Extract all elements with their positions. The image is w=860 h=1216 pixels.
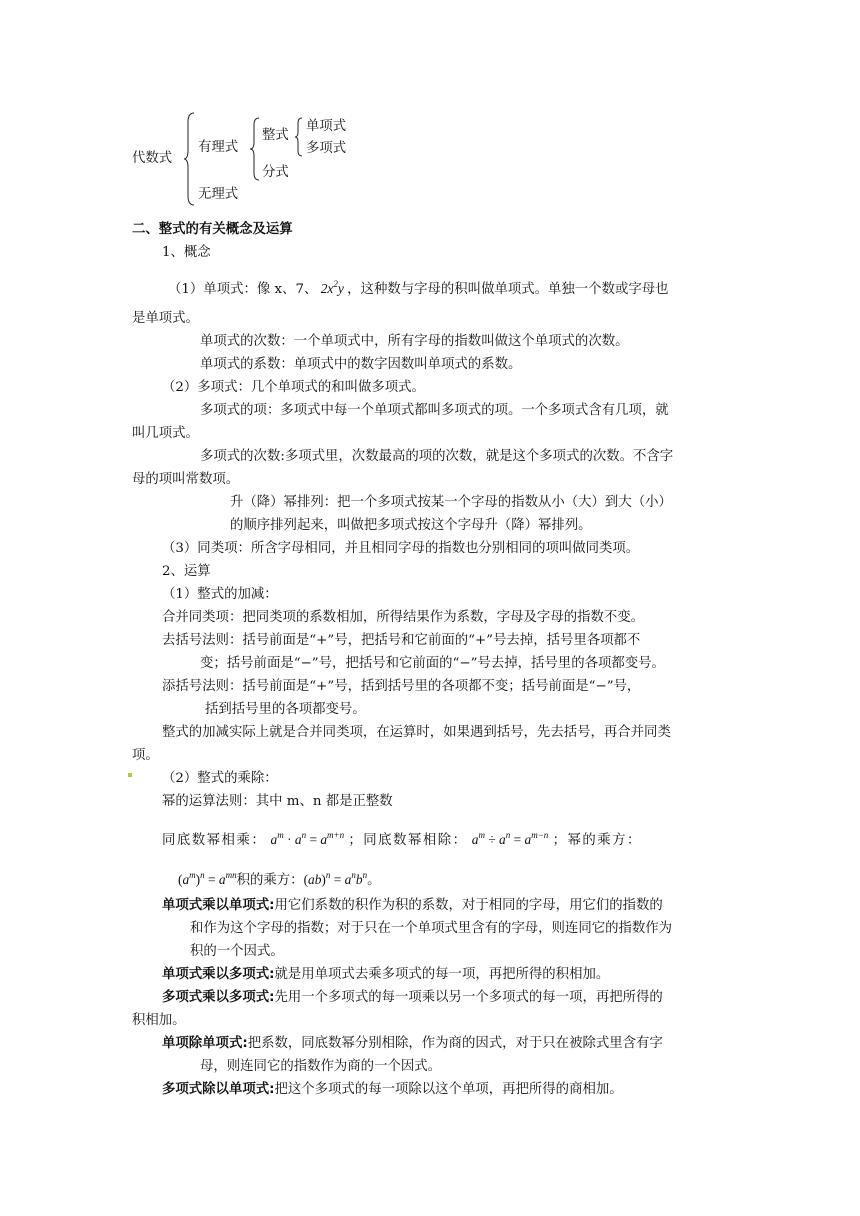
bullet-marker-icon	[128, 773, 132, 777]
power-rules-line1	[162, 826, 642, 850]
product-power-label: 积的乘方：	[236, 873, 304, 888]
combine-like-terms: 合并同类项：把同类项的系数相加，所得结果作为系数，字母及字母的指数不变。	[162, 610, 645, 625]
add-sub-heading: （1）整式的加减：	[162, 587, 278, 602]
tree-rational-label: 有理式	[198, 140, 239, 155]
add-sub-summary-line1: 整式的加减实际上就是合并同类项，在运算时，如果遇到括号，先去括号，再合并同类	[162, 725, 671, 740]
tree-integral-label: 整式	[262, 128, 289, 143]
mul-div-heading: （2）整式的乘除：	[162, 771, 278, 786]
monomial-suffix: ，这种数与字母的积叫做单项式。单独一个数或字母也	[347, 282, 669, 297]
formula-same-base-div: $a^m \div a^n = a^{m-n}$	[471, 830, 549, 847]
poly-times-poly-text: 先用一个多项式的每一项乘以另一个多项式的每一项，再把所得的	[274, 990, 663, 1005]
add-brackets-line2: 括到括号里的各项都变号。	[205, 702, 366, 717]
poly-times-poly-line1	[162, 989, 663, 1007]
monomial-prefix: （1）单项式：像 x、7、	[168, 282, 318, 297]
outer-brace-icon	[184, 112, 196, 206]
like-terms-definition: （3）同类项：所含字母相同，并且相同字母的指数也分别相同的项叫做同类项。	[162, 541, 640, 556]
remove-brackets-line2: 变；括号前面是“−”号，把括号和它前面的“−”号去掉，括号里的各项都变号。	[200, 656, 665, 671]
tree-monomial-label: 单项式	[306, 119, 347, 134]
polynomial-term-line1: 多项式的项：多项式中每一个单项式都叫多项式的项。一个多项式含有几项，就	[200, 403, 669, 418]
mono-times-mono-label: 单项式乘以单项式:	[162, 898, 275, 913]
tree-fractional-label: 分式	[262, 165, 289, 180]
monomial-definition	[168, 275, 669, 299]
mono-times-mono-line3: 积的一个因式。	[190, 944, 284, 959]
monomial-coefficient: 单项式的系数：单项式中的数字因数叫单项式的系数。	[200, 357, 522, 372]
operations-label: 2、运算	[162, 564, 211, 579]
same-base-div-label: ；同底数幂相除：	[348, 833, 468, 848]
monomial-definition-cont: 是单项式。	[132, 311, 199, 326]
formula-same-base-mul: $a^m \cdot a^n = a^{m+n}$	[270, 830, 345, 847]
power-order-line2: 的顺序排列起来，叫做把多项式按这个字母升（降）幂排列。	[230, 518, 592, 533]
poly-div-mono	[162, 1081, 623, 1099]
mono-div-label: 单项除单项式:	[162, 1036, 248, 1051]
power-order-line1: 升（降）幂排列：把一个多项式按某一个字母的指数从小（大）到大（小）	[230, 495, 672, 510]
tree-irrational-label: 无理式	[198, 187, 239, 202]
polynomial-term-line2: 叫几项式。	[132, 426, 199, 441]
formula-product-power: $(ab)^n = a^nb^n$	[303, 870, 368, 887]
monomial-example-math: $2x^2y$	[317, 279, 348, 296]
poly-div-mono-text: 把这个多项式的每一项除以这个单项，再把所得的商相加。	[274, 1082, 623, 1097]
power-rules-heading: 幂的运算法则：其中 m、n 都是正整数	[162, 794, 393, 809]
monomial-degree: 单项式的次数：一个单项式中，所有字母的指数叫做这个单项式的次数。	[200, 334, 629, 349]
polynomial-degree-line2: 母的项叫常数项。	[132, 472, 240, 487]
integral-brace-icon	[295, 117, 303, 157]
mono-times-poly	[162, 966, 609, 984]
polynomial-degree-line1: 多项式的次数:多项式里，次数最高的项的次数，就是这个多项式的次数。不含字	[200, 449, 674, 464]
tree-root-label: 代数式	[132, 151, 173, 166]
poly-div-mono-label: 多项式除以单项式:	[162, 1082, 275, 1097]
add-brackets-line1: 添括号法则：括号前面是“+”号，括到括号里的各项都不变；括号前面是“−”号，	[162, 679, 641, 694]
mono-times-mono-line2: 和作为这个字母的指数；对于只在一个单项式里含有的字母，则连同它的指数作为	[190, 921, 673, 936]
mono-div-line2: 母，则连同它的指数作为商的一个因式。	[200, 1059, 442, 1074]
concept-label: 1、概念	[162, 245, 211, 260]
power-of-power-label: ；幂的乘方：	[552, 833, 642, 848]
power-rules-line2	[178, 866, 380, 890]
rational-brace-icon	[250, 117, 260, 181]
section-heading: 二、整式的有关概念及运算	[132, 222, 293, 237]
poly-times-poly-label: 多项式乘以多项式:	[162, 990, 275, 1005]
mono-times-poly-label: 单项式乘以多项式:	[162, 967, 275, 982]
end-mark: 。	[367, 873, 381, 888]
mono-div-line1	[162, 1035, 663, 1053]
poly-times-poly-line2: 积相加。	[132, 1013, 186, 1028]
mono-times-mono-text: 用它们系数的积作为积的系数，对于相同的字母，用它们的指数的	[274, 898, 663, 913]
remove-brackets-line1: 去括号法则：括号前面是“+”号，把括号和它前面的“+”号去掉，括号里各项都不	[162, 633, 641, 648]
formula-power-of-power: $(a^m)^n = a^{mn}$	[178, 870, 237, 887]
tree-polynomial-label: 多项式	[306, 141, 347, 156]
same-base-mul-label: 同底数幂相乘：	[162, 833, 267, 848]
add-sub-summary-line2: 项。	[132, 748, 159, 763]
mono-times-mono-line1	[162, 897, 663, 915]
mono-div-text: 把系数，同底数幂分别相除，作为商的因式，对于只在被除式里含有字	[247, 1036, 663, 1051]
mono-times-poly-text: 就是用单项式去乘多项式的每一项，再把所得的积相加。	[274, 967, 610, 982]
polynomial-definition: （2）多项式：几个单项式的和叫做多项式。	[162, 380, 425, 395]
